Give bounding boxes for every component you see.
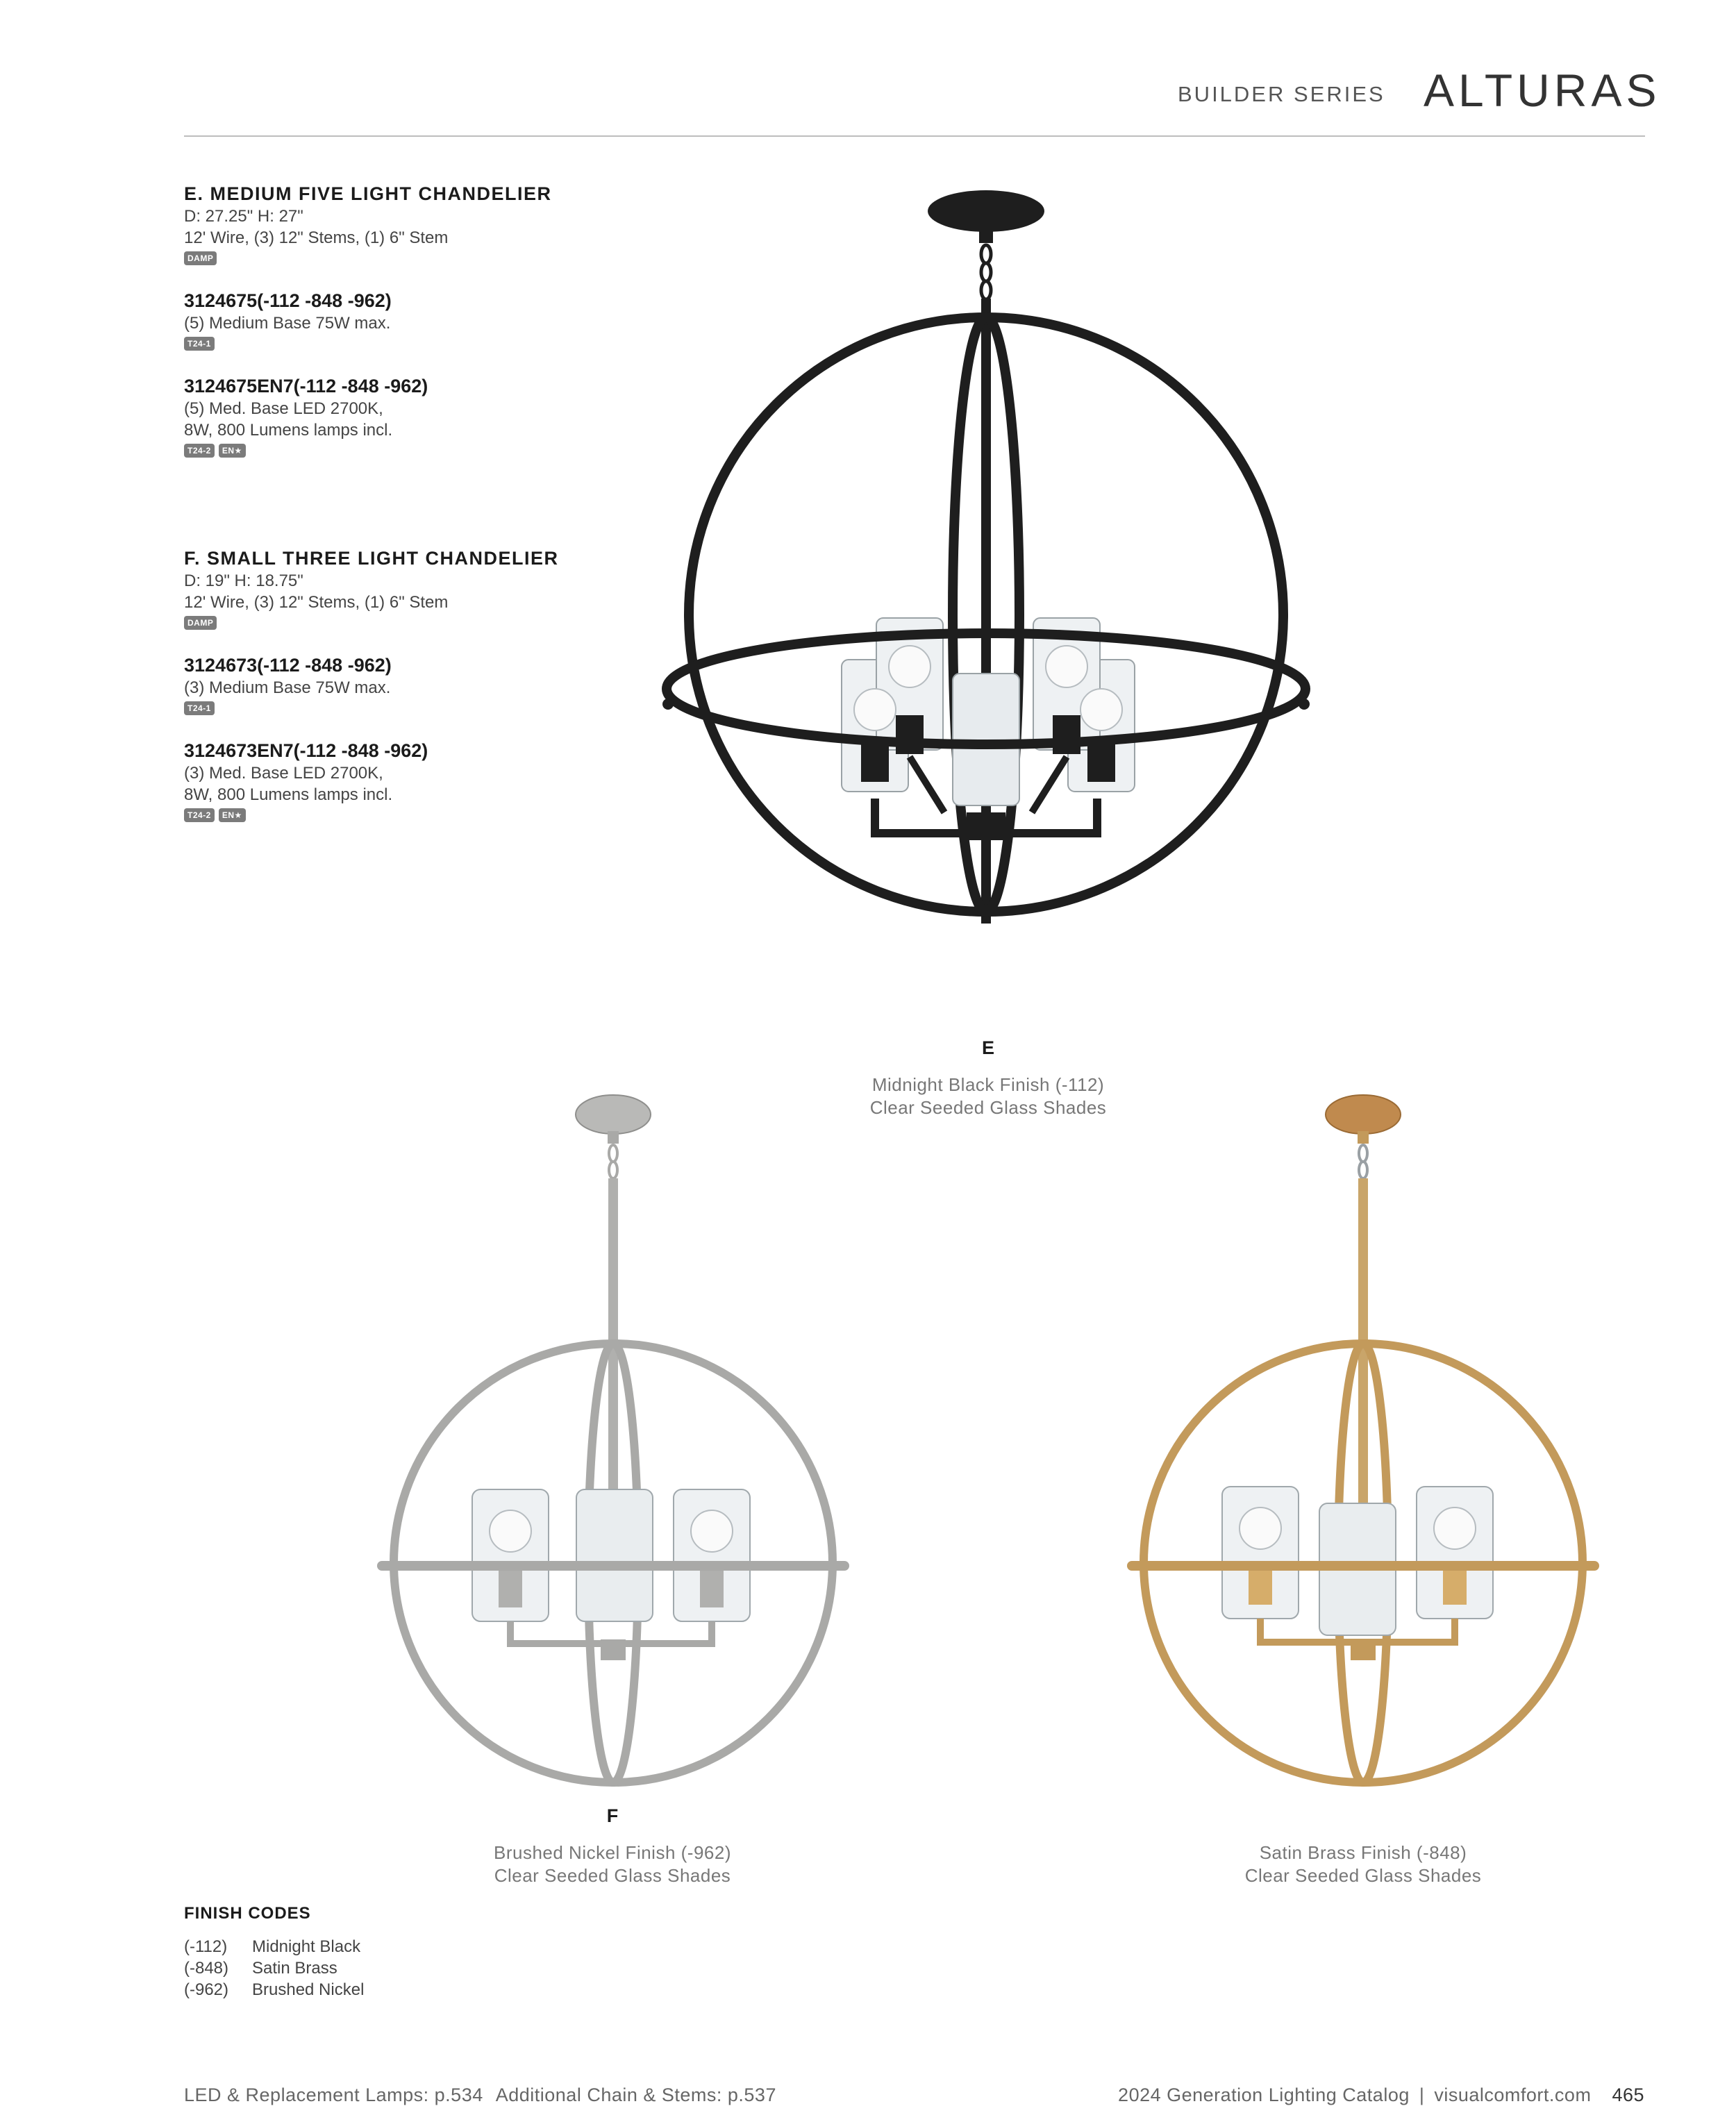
spec-title: F. SMALL THREE LIGHT CHANDELIER — [184, 548, 559, 569]
model-description: (5) Medium Base 75W max. — [184, 314, 391, 333]
damp-badge: DAMP — [184, 616, 217, 630]
shades-caption-e: Clear Seeded Glass Shades — [869, 1097, 1107, 1118]
model-number: 3124675(-112 -848 -962) — [184, 290, 392, 311]
spec-title: E. MEDIUM FIVE LIGHT CHANDELIER — [184, 183, 552, 204]
energy-star-badge: EN★ — [219, 444, 246, 458]
footer-catalog — [1118, 2085, 1644, 2106]
spec-wire: 12' Wire, (3) 12" Stems, (1) 6" Stem — [184, 228, 449, 247]
header-divider — [184, 135, 1645, 137]
page-number: 465 — [1612, 2085, 1644, 2105]
finish-code: (-112) — [184, 1937, 228, 1956]
chain-reference: Additional Chain & Stems: p.537 — [495, 2085, 776, 2105]
model-description: (3) Medium Base 75W max. — [184, 678, 391, 697]
finish-code-row — [184, 1936, 360, 1957]
catalog-name: 2024 Generation Lighting Catalog — [1118, 2085, 1410, 2105]
finish-caption-e: Midnight Black Finish (-112) — [871, 1074, 1105, 1095]
model-description: (5) Med. Base LED 2700K, — [184, 399, 383, 418]
finish-caption-f-nickel: Brushed Nickel Finish (-962) — [493, 1842, 731, 1863]
model-description: (3) Med. Base LED 2700K, — [184, 764, 383, 783]
energy-star-badge: EN★ — [219, 808, 246, 822]
spec-wire: 12' Wire, (3) 12" Stems, (1) 6" Stem — [184, 593, 449, 612]
series-label: BUILDER SERIES — [1178, 82, 1385, 106]
chandelier-f-brass-image — [1118, 1087, 1604, 1802]
chandelier-e-image — [653, 187, 1333, 1021]
finish-name: Brushed Nickel — [252, 1980, 365, 1999]
product-letter-e: E — [981, 1037, 994, 1058]
finish-code-row — [184, 1979, 364, 2000]
footer-references — [184, 2085, 776, 2106]
finish-code: (-848) — [184, 1959, 229, 1978]
t24-badge: T24-1 — [184, 701, 215, 715]
shades-caption-f-brass: Clear Seeded Glass Shades — [1244, 1865, 1482, 1886]
model-description: 8W, 800 Lumens lamps incl. — [184, 421, 393, 440]
lamps-reference: LED & Replacement Lamps: p.534 — [184, 2085, 483, 2105]
finish-code-row — [184, 1957, 337, 1979]
spec-dimensions: D: 27.25" H: 27" — [184, 207, 303, 226]
finish-codes-title: FINISH CODES — [184, 1904, 311, 1923]
damp-badge: DAMP — [184, 251, 217, 265]
finish-name: Midnight Black — [252, 1937, 361, 1956]
t24-badge: T24-2 — [184, 444, 215, 458]
model-number: 3124673(-112 -848 -962) — [184, 655, 392, 676]
chandelier-f-nickel-image — [368, 1087, 854, 1802]
product-letter-f: F — [606, 1805, 619, 1826]
spec-block-e — [184, 182, 656, 458]
t24-badge: T24-1 — [184, 337, 215, 351]
t24-badge: T24-2 — [184, 808, 215, 822]
model-description: 8W, 800 Lumens lamps incl. — [184, 785, 393, 804]
finish-code: (-962) — [184, 1980, 229, 1999]
shades-caption-f-nickel: Clear Seeded Glass Shades — [494, 1865, 731, 1886]
spec-dimensions: D: 19" H: 18.75" — [184, 571, 303, 590]
finish-caption-f-brass: Satin Brass Finish (-848) — [1259, 1842, 1467, 1863]
model-number-led: 3124675EN7(-112 -848 -962) — [184, 376, 428, 396]
spec-block-f — [184, 546, 656, 822]
collection-title: ALTURAS — [1424, 65, 1661, 116]
model-number-led: 3124673EN7(-112 -848 -962) — [184, 740, 428, 761]
website: visualcomfort.com — [1434, 2085, 1592, 2105]
footer-separator: | — [1419, 2085, 1425, 2105]
finish-name: Satin Brass — [252, 1959, 337, 1978]
